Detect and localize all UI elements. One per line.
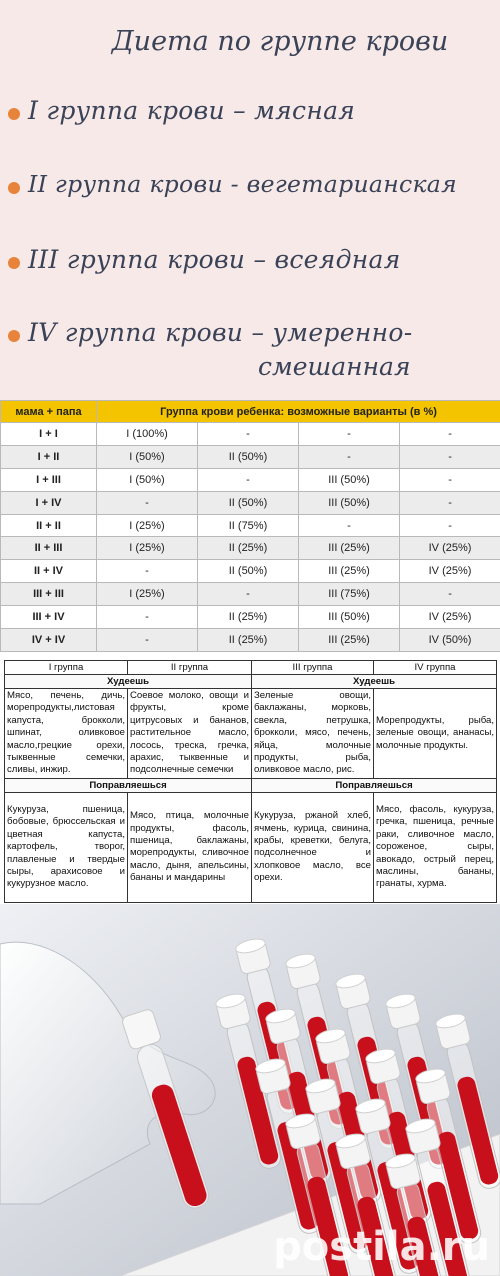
- child-variant-cell: -: [400, 491, 500, 514]
- header-child-blood-type: Группа крови ребенка: возможные варианты (в %): [97, 401, 500, 423]
- group-header: III группа: [252, 661, 374, 675]
- gain-row: [5, 792, 497, 902]
- parents-cell: III + III: [1, 583, 97, 606]
- bullet-dot-icon: [8, 257, 20, 269]
- diet-item-text: III группа крови – всеядная: [28, 245, 401, 274]
- diet-card: [0, 0, 500, 400]
- gain-cell: Мясо, птица, молочные продукты, фасоль, пшеница, баклажаны, морепродукты, сливочное масло, дыня, апельсины, бананы и мандарины: [128, 792, 252, 902]
- parents-cell: III + IV: [1, 606, 97, 629]
- child-variant-cell: -: [400, 423, 500, 446]
- child-variant-cell: IV (25%): [400, 560, 500, 583]
- lose-label: Худеешь: [252, 675, 497, 689]
- group-header: IV группа: [374, 661, 497, 675]
- parents-cell: I + II: [1, 445, 97, 468]
- diet-table-wrapper: [0, 656, 500, 904]
- child-variant-cell: -: [400, 583, 500, 606]
- child-variant-cell: I (25%): [97, 514, 198, 537]
- child-variant-cell: III (75%): [299, 583, 400, 606]
- test-tubes-illustration: [0, 904, 500, 1276]
- child-variant-cell: -: [198, 468, 299, 491]
- child-variant-cell: III (25%): [299, 629, 400, 652]
- inheritance-row: [1, 537, 500, 560]
- inheritance-row: [1, 468, 500, 491]
- diet-item-text: I группа крови – мясная: [28, 96, 356, 125]
- bullet-dot-icon: [8, 330, 20, 342]
- parents-cell: I + IV: [1, 491, 97, 514]
- header-parents: мама + папа: [1, 401, 97, 423]
- test-tubes-photo: [0, 904, 500, 1276]
- parents-cell: I + I: [1, 423, 97, 446]
- lose-label: Худеешь: [5, 675, 252, 689]
- lose-cell: Зеленые овощи, баклажаны, морковь, свекла, петрушка, брокколи, мясо, печень, яйца, молочные продукты, рыба, оливковое масло, рис.: [252, 689, 374, 779]
- inheritance-row: [1, 606, 500, 629]
- child-variant-cell: II (50%): [198, 491, 299, 514]
- child-variant-cell: -: [400, 514, 500, 537]
- gain-label: Поправляешься: [252, 778, 497, 792]
- diet-item-text: II группа крови - вегетарианская: [28, 170, 457, 198]
- child-variant-cell: I (50%): [97, 445, 198, 468]
- child-variant-cell: III (50%): [299, 606, 400, 629]
- child-variant-cell: IV (50%): [400, 629, 500, 652]
- parents-cell: II + II: [1, 514, 97, 537]
- diet-item-continuation: смешанная: [258, 352, 411, 381]
- child-variant-cell: II (50%): [198, 560, 299, 583]
- gain-cell: Кукуруза, пшеница, бобовые, брюссельская и цветная капуста, картофель, творог, плавленые и твердые сыры, арахисовое и кукурузное масло.: [5, 792, 128, 902]
- diet-item-text: IV группа крови – умеренно-: [28, 318, 413, 347]
- child-variant-cell: II (50%): [198, 445, 299, 468]
- gain-cell: Мясо, фасоль, кукуруза, гречка, пшеница, речные раки, сливочное масло, сороженое, сыры, авокадо, острый перец, маслины, бананы, гранаты, хурма.: [374, 792, 497, 902]
- inheritance-row: [1, 629, 500, 652]
- child-variant-cell: IV (25%): [400, 537, 500, 560]
- inheritance-header-row: [1, 401, 500, 423]
- child-variant-cell: III (50%): [299, 468, 400, 491]
- child-variant-cell: -: [198, 583, 299, 606]
- child-variant-cell: -: [97, 606, 198, 629]
- lose-label-row: [5, 675, 497, 689]
- inheritance-row: [1, 560, 500, 583]
- child-variant-cell: I (100%): [97, 423, 198, 446]
- parents-cell: II + III: [1, 537, 97, 560]
- child-variant-cell: -: [97, 491, 198, 514]
- child-variant-cell: -: [198, 423, 299, 446]
- bullet-dot-icon: [8, 182, 20, 194]
- child-variant-cell: II (25%): [198, 537, 299, 560]
- lose-cell: Мясо, печень, дичь, морепродукты,листовая капуста, брокколи, шпинат, оливковое масло,грецкие орехи, тыквенные семечки, сливы, инжир.: [5, 689, 128, 779]
- child-variant-cell: II (25%): [198, 606, 299, 629]
- diet-table: [4, 660, 497, 903]
- child-variant-cell: II (75%): [198, 514, 299, 537]
- diet-table-header-row: [5, 661, 497, 675]
- watermark: postila.ru: [273, 1224, 490, 1270]
- inheritance-table: [0, 400, 500, 652]
- parents-cell: II + IV: [1, 560, 97, 583]
- inheritance-row: [1, 445, 500, 468]
- child-variant-cell: -: [299, 445, 400, 468]
- child-variant-cell: -: [97, 560, 198, 583]
- child-variant-cell: I (25%): [97, 583, 198, 606]
- gain-cell: Кукуруза, ржаной хлеб, ячмень, курица, свинина, крабы, креветки, белуга, подсолнечное и хлопковое масло, все орехи.: [252, 792, 374, 902]
- child-variant-cell: II (25%): [198, 629, 299, 652]
- parents-cell: IV + IV: [1, 629, 97, 652]
- lose-row: [5, 689, 497, 779]
- lose-cell: Соевое молоко, овощи и фрукты, кроме цитрусовых и бананов, растительное масло, лосось, треска, гречка, арахис, тыквенные и подсолнечные семечки: [128, 689, 252, 779]
- gain-label: Поправляешься: [5, 778, 252, 792]
- child-variant-cell: -: [400, 445, 500, 468]
- child-variant-cell: IV (25%): [400, 606, 500, 629]
- child-variant-cell: III (25%): [299, 537, 400, 560]
- child-variant-cell: -: [299, 423, 400, 446]
- child-variant-cell: III (50%): [299, 491, 400, 514]
- group-header: II группа: [128, 661, 252, 675]
- bullet-dot-icon: [8, 108, 20, 120]
- group-header: I группа: [5, 661, 128, 675]
- child-variant-cell: -: [97, 629, 198, 652]
- diet-title: Диета по группе крови: [111, 26, 449, 57]
- child-variant-cell: -: [299, 514, 400, 537]
- child-variant-cell: -: [400, 468, 500, 491]
- inheritance-row: [1, 514, 500, 537]
- gain-label-row: [5, 778, 497, 792]
- inheritance-row: [1, 423, 500, 446]
- parents-cell: I + III: [1, 468, 97, 491]
- child-variant-cell: I (25%): [97, 537, 198, 560]
- child-variant-cell: III (25%): [299, 560, 400, 583]
- child-variant-cell: I (50%): [97, 468, 198, 491]
- inheritance-row: [1, 583, 500, 606]
- lose-cell: Морепродукты, рыба, зеленые овощи, ананасы, молочные продукты.: [374, 689, 497, 779]
- inheritance-row: [1, 491, 500, 514]
